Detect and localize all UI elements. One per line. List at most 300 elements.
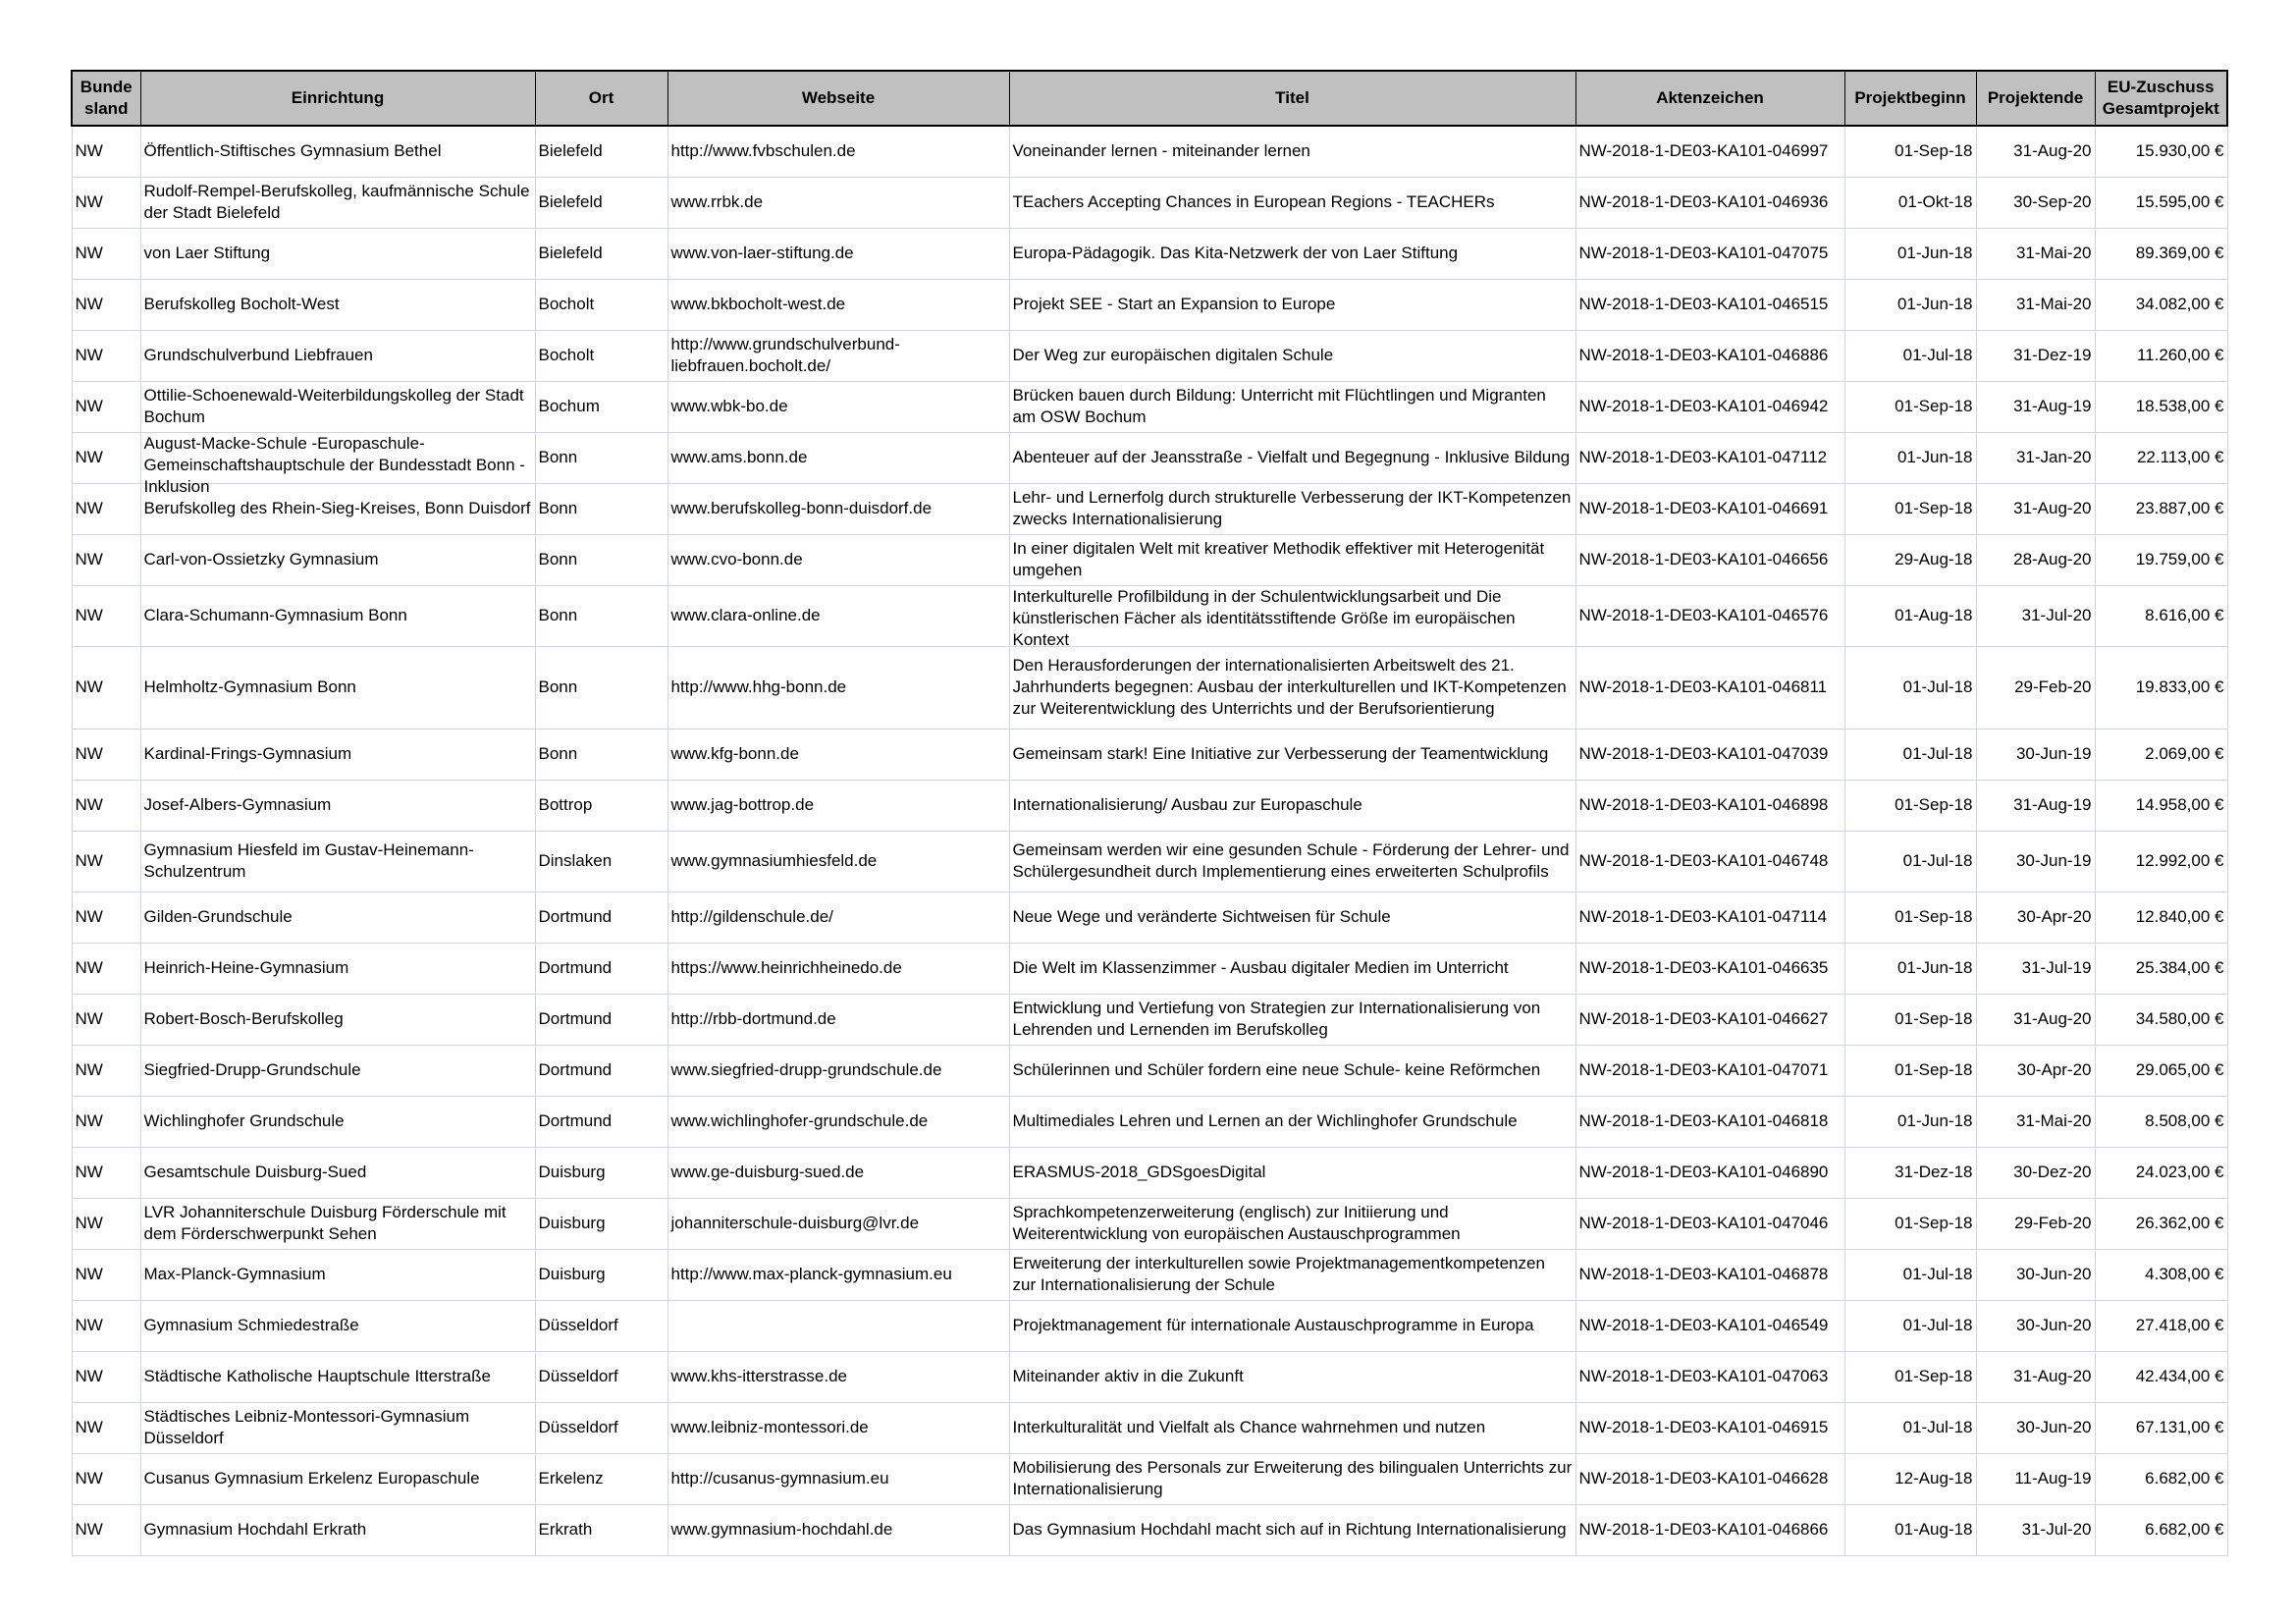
- cell-text: 30-Jun-20: [2015, 1316, 2092, 1334]
- cell-text: Voneinander lernen - miteinander lernen: [1012, 141, 1310, 161]
- cell-projektbeginn: [1844, 381, 1976, 432]
- cell-text: www.clara-online.de: [670, 606, 821, 624]
- col-header-webseite[interactable]: Webseite: [667, 71, 1009, 126]
- col-header-titel[interactable]: Titel: [1009, 71, 1575, 126]
- cell-projektbeginn: [1844, 483, 1976, 534]
- col-header-aktenzeichen[interactable]: Aktenzeichen: [1575, 71, 1844, 126]
- cell-text: www.ge-duisburg-sued.de: [670, 1163, 865, 1181]
- cell-projektbeginn: [1844, 892, 1976, 943]
- cell-text: NW-2018-1-DE03-KA101-046818: [1578, 1111, 1829, 1130]
- cell-text: www.cvo-bonn.de: [670, 550, 803, 568]
- cell-projektbeginn: [1844, 432, 1976, 483]
- cell-webseite: [667, 729, 1009, 780]
- cell-ort: [535, 1453, 667, 1504]
- cell-webseite: [667, 1300, 1009, 1351]
- cell-text: http://www.grundschulverbund-liebfrauen.bocholt.de/: [670, 335, 900, 375]
- table-row: [72, 729, 2227, 780]
- cell-ort: [535, 646, 667, 729]
- table-row: [72, 330, 2227, 381]
- cell-text: https://www.heinrichheinedo.de: [670, 958, 902, 977]
- cell-titel: [1009, 1504, 1575, 1555]
- cell-text: 30-Dez-20: [2013, 1163, 2092, 1181]
- cell-text: 29.065,00 €: [2135, 1060, 2224, 1079]
- cell-text: NW: [75, 1469, 103, 1488]
- cell-text: 31-Dez-19: [2013, 346, 2092, 364]
- cell-text: www.von-laer-stiftung.de: [670, 243, 854, 262]
- cell-projektende: [1976, 831, 2095, 892]
- cell-aktenzeichen: [1575, 943, 1844, 994]
- cell-webseite: [667, 1147, 1009, 1198]
- cell-text: www.gymnasium-hochdahl.de: [670, 1520, 893, 1539]
- cell-titel: [1009, 780, 1575, 831]
- cell-einrichtung: [140, 381, 535, 432]
- cell-text: Bonn: [538, 499, 578, 517]
- cell-text: johanniterschule-duisburg@lvr.de: [670, 1214, 920, 1232]
- cell-aktenzeichen: [1575, 780, 1844, 831]
- table-body: [72, 126, 2227, 1555]
- cell-text: NW-2018-1-DE03-KA101-046515: [1578, 295, 1829, 313]
- cell-text: 12-Aug-18: [1895, 1469, 1973, 1488]
- cell-einrichtung: [140, 1147, 535, 1198]
- col-header-projektende[interactable]: Projektende: [1976, 71, 2095, 126]
- cell-titel: [1009, 646, 1575, 729]
- cell-text: Bonn: [538, 550, 578, 568]
- cell-text: 12.840,00 €: [2135, 907, 2224, 926]
- cell-einrichtung: [140, 1249, 535, 1300]
- cell-ort: [535, 432, 667, 483]
- cell-aktenzeichen: [1575, 1147, 1844, 1198]
- cell-text: 11.260,00 €: [2136, 346, 2224, 364]
- cell-bundesland: [72, 1453, 140, 1504]
- cell-eu-zuschuss: [2095, 994, 2227, 1045]
- cell-text: Gymnasium Schmiedestraße: [143, 1316, 359, 1334]
- table-row: [72, 646, 2227, 729]
- cell-text: NW: [75, 346, 103, 364]
- cell-text: 29-Feb-20: [2014, 1214, 2092, 1232]
- cell-bundesland: [72, 1249, 140, 1300]
- cell-projektbeginn: [1844, 780, 1976, 831]
- cell-text: Öffentlich-Stiftisches Gymnasium Bethel: [143, 141, 442, 161]
- cell-text: NW: [75, 448, 103, 466]
- cell-text: Josef-Albers-Gymnasium: [143, 795, 332, 814]
- cell-text: 01-Aug-18: [1895, 606, 1973, 624]
- col-header-einrichtung[interactable]: Einrichtung: [140, 71, 535, 126]
- cell-text: Heinrich-Heine-Gymnasium: [143, 958, 349, 977]
- cell-text: www.bkbocholt-west.de: [670, 295, 846, 313]
- cell-text: 25.384,00 €: [2135, 958, 2224, 977]
- cell-projektbeginn: [1844, 279, 1976, 330]
- table-row: [72, 1198, 2227, 1249]
- cell-text: NW-2018-1-DE03-KA101-047114: [1578, 907, 1828, 926]
- cell-text: NW-2018-1-DE03-KA101-046576: [1578, 606, 1829, 624]
- cell-projektende: [1976, 381, 2095, 432]
- cell-eu-zuschuss: [2095, 126, 2227, 177]
- cell-text: 30-Apr-20: [2016, 907, 2092, 926]
- cell-text: Düsseldorf: [538, 1367, 618, 1385]
- cell-text: 31-Jul-19: [2021, 958, 2092, 977]
- cell-ort: [535, 831, 667, 892]
- cell-bundesland: [72, 483, 140, 534]
- cell-webseite: [667, 1096, 1009, 1147]
- cell-text: Mobilisierung des Personals zur Erweiterung des bilingualen Unterrichts zur Internationalisierung: [1012, 1458, 1573, 1498]
- cell-projektende: [1976, 994, 2095, 1045]
- cell-text: Entwicklung und Vertiefung von Strategien zur Internationalisierung von Lehrenden und Lernenden im Berufskolleg: [1012, 999, 1541, 1039]
- cell-text: NW-2018-1-DE03-KA101-047046: [1578, 1214, 1829, 1232]
- cell-titel: [1009, 228, 1575, 279]
- cell-text: 22.113,00 €: [2136, 448, 2224, 466]
- cell-text: Brücken bauen durch Bildung: Unterricht mit Flüchtlingen und Migranten am OSW Bochum: [1012, 386, 1546, 426]
- cell-projektbeginn: [1844, 1198, 1976, 1249]
- cell-text: Sprachkompetenzerweiterung (englisch) zur Initiierung und Weiterentwicklung von europäischen Austauschprogrammen: [1012, 1203, 1461, 1243]
- cell-ort: [535, 1504, 667, 1555]
- cell-projektbeginn: [1844, 1300, 1976, 1351]
- cell-webseite: [667, 483, 1009, 534]
- cell-text: www.khs-itterstrasse.de: [670, 1367, 847, 1385]
- cell-webseite: [667, 994, 1009, 1045]
- cell-text: 15.595,00 €: [2135, 192, 2224, 211]
- cell-ort: [535, 780, 667, 831]
- cell-projektende: [1976, 432, 2095, 483]
- cell-titel: [1009, 381, 1575, 432]
- cell-text: www.gymnasiumhiesfeld.de: [670, 851, 878, 870]
- cell-text: 31-Jan-20: [2015, 448, 2092, 466]
- cell-ort: [535, 943, 667, 994]
- cell-einrichtung: [140, 994, 535, 1045]
- cell-text: NW: [75, 1520, 103, 1539]
- cell-projektende: [1976, 780, 2095, 831]
- cell-aktenzeichen: [1575, 1453, 1844, 1504]
- col-header-bundesland[interactable]: Bunde sland: [72, 71, 140, 126]
- cell-text: 34.082,00 €: [2135, 295, 2224, 313]
- cell-aktenzeichen: [1575, 1351, 1844, 1402]
- cell-ort: [535, 177, 667, 228]
- cell-ort: [535, 1198, 667, 1249]
- cell-projektbeginn: [1844, 1096, 1976, 1147]
- cell-text: NW-2018-1-DE03-KA101-046628: [1578, 1469, 1829, 1488]
- cell-projektende: [1976, 943, 2095, 994]
- cell-text: 28-Aug-20: [2013, 550, 2092, 568]
- cell-text: 4.308,00 €: [2145, 1265, 2224, 1283]
- cell-text: 01-Jun-18: [1896, 958, 1973, 977]
- cell-text: http://www.max-planck-gymnasium.eu: [670, 1265, 952, 1283]
- cell-webseite: [667, 780, 1009, 831]
- cell-text: Die Welt im Klassenzimmer - Ausbau digitaler Medien im Unterricht: [1012, 958, 1509, 977]
- cell-text: Gesamtschule Duisburg-Sued: [143, 1163, 367, 1181]
- cell-text: 31-Aug-20: [2013, 141, 2092, 161]
- cell-text: www.ams.bonn.de: [670, 448, 808, 466]
- cell-aktenzeichen: [1575, 994, 1844, 1045]
- cell-text: Clara-Schumann-Gymnasium Bonn: [143, 606, 407, 624]
- cell-text: 30-Jun-19: [2015, 744, 2092, 763]
- cell-text: Robert-Bosch-Berufskolleg: [143, 1009, 344, 1028]
- cell-text: August-Macke-Schule -Europaschule-Gemeinschaftshauptschule der Bundesstadt Bonn - Inklusion: [143, 434, 525, 496]
- cell-einrichtung: [140, 1198, 535, 1249]
- cell-text: Abenteuer auf der Jeansstraße - Vielfalt und Begegnung - Inklusive Bildung: [1012, 448, 1571, 466]
- cell-projektende: [1976, 1351, 2095, 1402]
- cell-einrichtung: [140, 330, 535, 381]
- cell-text: www.kfg-bonn.de: [670, 744, 799, 763]
- cell-text: www.leibniz-montessori.de: [670, 1418, 869, 1436]
- cell-text: NW-2018-1-DE03-KA101-046627: [1578, 1009, 1829, 1028]
- cell-ort: [535, 1300, 667, 1351]
- cell-text: 01-Jun-18: [1896, 243, 1973, 262]
- cell-bundesland: [72, 892, 140, 943]
- cell-projektende: [1976, 1402, 2095, 1453]
- cell-text: Projektmanagement für internationale Austauschprogramme in Europa: [1012, 1316, 1534, 1334]
- cell-webseite: [667, 228, 1009, 279]
- cell-bundesland: [72, 228, 140, 279]
- cell-text: 26.362,00 €: [2135, 1214, 2224, 1232]
- cell-text: 01-Sep-18: [1895, 1009, 1973, 1028]
- cell-aktenzeichen: [1575, 1402, 1844, 1453]
- cell-text: 34.580,00 €: [2135, 1009, 2224, 1028]
- cell-titel: [1009, 1300, 1575, 1351]
- cell-projektbeginn: [1844, 1504, 1976, 1555]
- cell-webseite: [667, 831, 1009, 892]
- cell-einrichtung: [140, 228, 535, 279]
- cell-text: 24.023,00 €: [2135, 1163, 2224, 1181]
- cell-eu-zuschuss: [2095, 228, 2227, 279]
- table-row: [72, 1096, 2227, 1147]
- cell-text: 01-Sep-18: [1895, 1060, 1973, 1079]
- cell-webseite: [667, 1045, 1009, 1096]
- cell-webseite: [667, 279, 1009, 330]
- cell-text: www.rrbk.de: [670, 192, 764, 211]
- cell-titel: [1009, 1096, 1575, 1147]
- cell-projektbeginn: [1844, 228, 1976, 279]
- cell-text: NW: [75, 243, 103, 262]
- cell-text: NW: [75, 677, 103, 696]
- cell-text: 01-Sep-18: [1895, 907, 1973, 926]
- cell-text: 01-Jul-18: [1902, 851, 1973, 870]
- cell-text: NW: [75, 958, 103, 977]
- cell-text: NW: [75, 1111, 103, 1130]
- cell-aktenzeichen: [1575, 646, 1844, 729]
- cell-text: 18.538,00 €: [2135, 397, 2224, 415]
- cell-text: Bielefeld: [538, 141, 603, 161]
- cell-text: 67.131,00 €: [2135, 1418, 2224, 1436]
- cell-text: www.wbk-bo.de: [670, 397, 788, 415]
- col-header-projektbeginn[interactable]: Projektbeginn: [1844, 71, 1976, 126]
- cell-ort: [535, 228, 667, 279]
- cell-text: www.berufskolleg-bonn-duisdorf.de: [670, 499, 933, 517]
- cell-titel: [1009, 534, 1575, 585]
- cell-webseite: [667, 892, 1009, 943]
- cell-projektende: [1976, 330, 2095, 381]
- cell-text: NW-2018-1-DE03-KA101-046635: [1578, 958, 1829, 977]
- cell-text: TEachers Accepting Chances in European Regions - TEACHERs: [1012, 192, 1495, 211]
- cell-webseite: [667, 126, 1009, 177]
- cell-text: www.wichlinghofer-grundschule.de: [670, 1111, 929, 1130]
- cell-text: NW-2018-1-DE03-KA101-046997: [1578, 141, 1829, 161]
- cell-aktenzeichen: [1575, 483, 1844, 534]
- cell-projektende: [1976, 729, 2095, 780]
- table-row: [72, 892, 2227, 943]
- cell-text: 19.759,00 €: [2135, 550, 2224, 568]
- cell-text: Bocholt: [538, 346, 595, 364]
- cell-bundesland: [72, 729, 140, 780]
- cell-text: NW-2018-1-DE03-KA101-047071: [1578, 1060, 1829, 1079]
- col-header-eu-zuschuss[interactable]: EU-Zuschuss Gesamtprojekt: [2095, 71, 2227, 126]
- cell-text: NW: [75, 295, 103, 313]
- cell-text: 01-Sep-18: [1895, 397, 1973, 415]
- cell-projektbeginn: [1844, 1453, 1976, 1504]
- table-row: [72, 381, 2227, 432]
- cell-einrichtung: [140, 1453, 535, 1504]
- cell-text: http://cusanus-gymnasium.eu: [670, 1469, 889, 1488]
- cell-projektende: [1976, 228, 2095, 279]
- cell-projektende: [1976, 1300, 2095, 1351]
- cell-eu-zuschuss: [2095, 1402, 2227, 1453]
- cell-text: 31-Aug-20: [2013, 499, 2092, 517]
- cell-projektbeginn: [1844, 1402, 1976, 1453]
- cell-ort: [535, 1045, 667, 1096]
- cell-einrichtung: [140, 892, 535, 943]
- cell-einrichtung: [140, 279, 535, 330]
- cell-text: NW: [75, 1214, 103, 1232]
- cell-eu-zuschuss: [2095, 177, 2227, 228]
- cell-eu-zuschuss: [2095, 330, 2227, 381]
- cell-projektende: [1976, 1147, 2095, 1198]
- cell-titel: [1009, 177, 1575, 228]
- cell-text: Interkulturalität und Vielfalt als Chance wahrnehmen und nutzen: [1012, 1418, 1486, 1436]
- cell-einrichtung: [140, 1504, 535, 1555]
- cell-projektende: [1976, 646, 2095, 729]
- cell-ort: [535, 126, 667, 177]
- cell-projektbeginn: [1844, 646, 1976, 729]
- cell-eu-zuschuss: [2095, 534, 2227, 585]
- cell-text: Den Herausforderungen der internationalisierten Arbeitswelt des 21. Jahrhunderts begegnen: Ausbau der interkulturellen und IKT-Kompetenzen zur Weiterentwicklung des Unterrichts und der Berufsorientierung: [1012, 656, 1567, 718]
- table-row: [72, 483, 2227, 534]
- cell-text: Gilden-Grundschule: [143, 907, 293, 926]
- cell-einrichtung: [140, 432, 535, 496]
- cell-eu-zuschuss: [2095, 1096, 2227, 1147]
- cell-ort: [535, 892, 667, 943]
- cell-text: Der Weg zur europäischen digitalen Schule: [1012, 346, 1334, 364]
- cell-text: 15.930,00 €: [2135, 141, 2224, 161]
- cell-text: NW: [75, 744, 103, 763]
- cell-einrichtung: [140, 1045, 535, 1096]
- cell-ort: [535, 279, 667, 330]
- cell-projektbeginn: [1844, 126, 1976, 177]
- cell-text: 12.992,00 €: [2135, 851, 2224, 870]
- cell-text: Gymnasium Hiesfeld im Gustav-Heinemann-Schulzentrum: [143, 840, 474, 881]
- cell-titel: [1009, 126, 1575, 177]
- cell-bundesland: [72, 831, 140, 892]
- table-row: [72, 1504, 2227, 1555]
- col-header-ort[interactable]: Ort: [535, 71, 667, 126]
- cell-text: Dortmund: [538, 958, 613, 977]
- table-row: [72, 1300, 2227, 1351]
- cell-text: Grundschulverbund Liebfrauen: [143, 346, 373, 364]
- cell-bundesland: [72, 126, 140, 177]
- cell-text: Multimediales Lehren und Lernen an der Wichlinghofer Grundschule: [1012, 1111, 1518, 1130]
- cell-projektbeginn: [1844, 994, 1976, 1045]
- cell-text: Cusanus Gymnasium Erkelenz Europaschule: [143, 1469, 480, 1488]
- cell-eu-zuschuss: [2095, 279, 2227, 330]
- cell-eu-zuschuss: [2095, 483, 2227, 534]
- cell-projektbeginn: [1844, 1351, 1976, 1402]
- cell-bundesland: [72, 432, 140, 483]
- cell-titel: [1009, 831, 1575, 892]
- cell-einrichtung: [140, 1402, 535, 1453]
- cell-text: 31-Mai-20: [2015, 295, 2092, 313]
- cell-projektende: [1976, 1504, 2095, 1555]
- cell-text: Dortmund: [538, 1060, 613, 1079]
- cell-webseite: [667, 1198, 1009, 1249]
- cell-ort: [535, 729, 667, 780]
- table-header: [72, 71, 2227, 126]
- cell-text: 01-Jul-18: [1902, 744, 1973, 763]
- cell-text: 8.508,00 €: [2145, 1111, 2224, 1130]
- cell-text: Berufskolleg Bocholt-West: [143, 295, 340, 313]
- cell-text: Gemeinsam werden wir eine gesunden Schule - Förderung der Lehrer- und Schülergesundheit durch Implementierung eines erweiterten Schulprofils: [1012, 840, 1570, 881]
- cell-bundesland: [72, 279, 140, 330]
- cell-aktenzeichen: [1575, 1504, 1844, 1555]
- cell-text: Dortmund: [538, 1009, 613, 1028]
- cell-text: Projekt SEE - Start an Expansion to Europe: [1012, 295, 1336, 313]
- cell-bundesland: [72, 1402, 140, 1453]
- cell-text: In einer digitalen Welt mit kreativer Methodik effektiver mit Heterogenität umgehen: [1012, 539, 1545, 579]
- cell-text: Berufskolleg des Rhein-Sieg-Kreises, Bonn Duisdorf: [143, 499, 531, 517]
- cell-text: 01-Jun-18: [1896, 448, 1973, 466]
- cell-aktenzeichen: [1575, 177, 1844, 228]
- table-row: [72, 943, 2227, 994]
- cell-einrichtung: [140, 126, 535, 177]
- cell-text: 30-Sep-20: [2013, 192, 2092, 211]
- cell-aktenzeichen: [1575, 534, 1844, 585]
- cell-einrichtung: [140, 1096, 535, 1147]
- cell-titel: [1009, 1249, 1575, 1300]
- cell-aktenzeichen: [1575, 1198, 1844, 1249]
- cell-text: Bielefeld: [538, 192, 603, 211]
- cell-text: NW-2018-1-DE03-KA101-046878: [1578, 1265, 1829, 1283]
- cell-projektbeginn: [1844, 534, 1976, 585]
- cell-projektende: [1976, 483, 2095, 534]
- cell-text: 01-Jul-18: [1902, 346, 1973, 364]
- cell-eu-zuschuss: [2095, 1045, 2227, 1096]
- cell-text: 29-Aug-18: [1895, 550, 1973, 568]
- cell-aktenzeichen: [1575, 585, 1844, 646]
- cell-text: 01-Sep-18: [1895, 141, 1973, 161]
- cell-text: 01-Sep-18: [1895, 1214, 1973, 1232]
- cell-aktenzeichen: [1575, 1300, 1844, 1351]
- cell-text: 30-Apr-20: [2016, 1060, 2092, 1079]
- cell-ort: [535, 1402, 667, 1453]
- cell-eu-zuschuss: [2095, 729, 2227, 780]
- cell-text: 29-Feb-20: [2014, 677, 2092, 696]
- cell-text: NW-2018-1-DE03-KA101-046898: [1578, 795, 1829, 814]
- cell-text: NW-2018-1-DE03-KA101-046886: [1578, 346, 1829, 364]
- cell-text: 14.958,00 €: [2135, 795, 2224, 814]
- cell-text: Bochum: [538, 397, 600, 415]
- cell-titel: [1009, 330, 1575, 381]
- cell-text: Neue Wege und veränderte Sichtweisen für Schule: [1012, 907, 1391, 926]
- cell-text: Lehr- und Lernerfolg durch strukturelle Verbesserung der IKT-Kompetenzen zwecks Internationalisierung: [1012, 488, 1572, 528]
- cell-projektende: [1976, 1453, 2095, 1504]
- cell-text: 31-Mai-20: [2015, 1111, 2092, 1130]
- cell-text: 01-Jun-18: [1896, 1111, 1973, 1130]
- table-row: [72, 432, 2227, 483]
- table-row: [72, 585, 2227, 646]
- cell-einrichtung: [140, 585, 535, 646]
- cell-titel: [1009, 1453, 1575, 1504]
- cell-text: Dinslaken: [538, 851, 613, 870]
- cell-webseite: [667, 585, 1009, 646]
- cell-bundesland: [72, 646, 140, 729]
- cell-titel: [1009, 1402, 1575, 1453]
- cell-projektbeginn: [1844, 177, 1976, 228]
